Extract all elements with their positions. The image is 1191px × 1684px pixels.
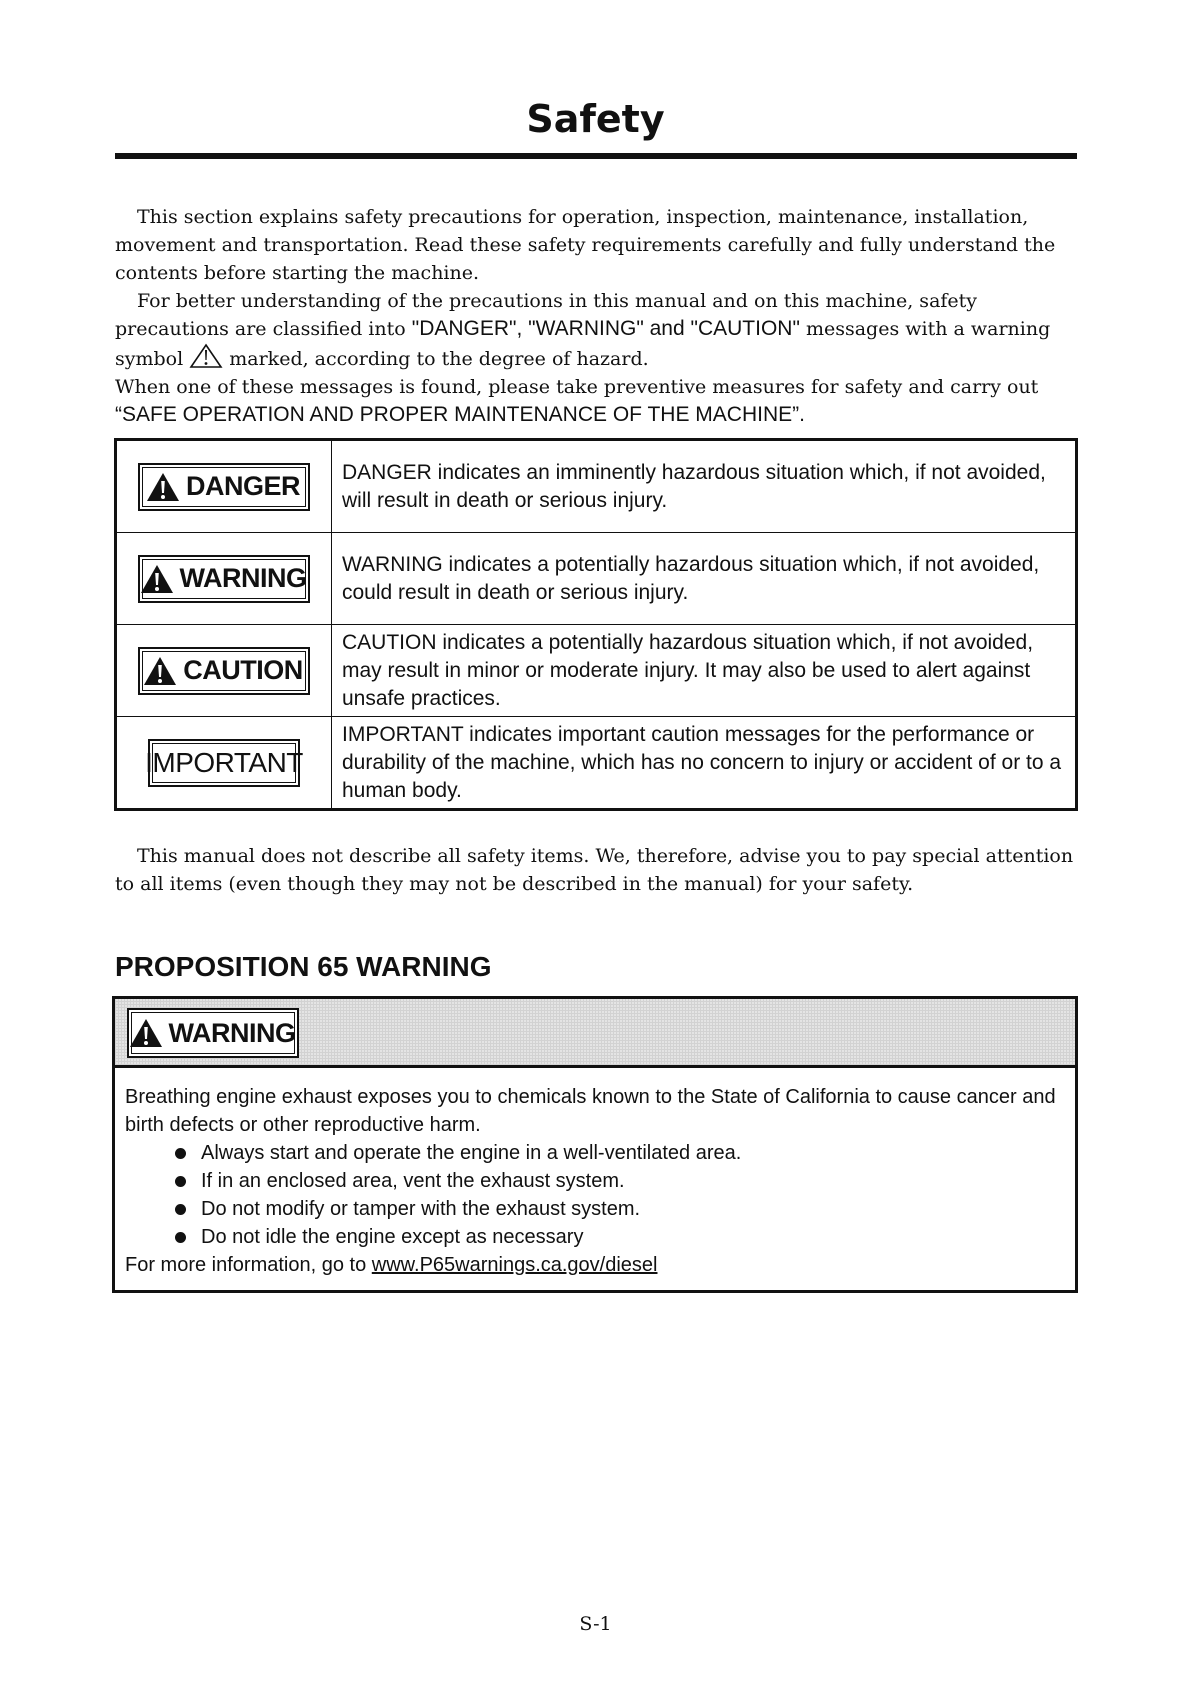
intro-p2-text-c: messages with a warning symbol: [115, 318, 1051, 370]
warning-label-text: WARNING: [179, 563, 307, 593]
warning-header-band: [115, 999, 1075, 1068]
signal-word-definitions-table: [114, 438, 1078, 811]
warning-body: [125, 1083, 1067, 1279]
page-number: S-1: [579, 1613, 612, 1635]
safety-advice-paragraph: This manual does not describe all safety items. We, therefore, advise you to pay special attention to all items (even though they may not be described in the manual) for your safety.: [115, 845, 1074, 895]
intro-paragraph-3: [115, 373, 1077, 429]
caution-label: [138, 647, 310, 695]
list-item: [125, 1139, 1067, 1167]
warning-label: [138, 555, 310, 603]
bullet-icon: [175, 1148, 186, 1159]
intro-p2-text-a: For better understanding of the precautions in this manual and on this machine, safety precautions are classified into: [115, 290, 978, 340]
intro-section: [115, 203, 1077, 429]
prop-warning-label: [127, 1008, 299, 1058]
important-description: IMPORTANT indicates important caution messages for the performance or durability of the machine, which has no concern to injury or accident of or to a human body.: [332, 717, 1077, 810]
bullet-icon: [175, 1204, 186, 1215]
list-item-text: Do not modify or tamper with the exhaust system.: [201, 1198, 641, 1220]
important-label-text: IMPORTANT: [145, 746, 303, 778]
danger-description: DANGER indicates an imminently hazardous situation which, if not avoided, will result in death or serious injury.: [332, 440, 1077, 533]
more-info-prefix: For more information, go to: [125, 1254, 372, 1276]
definition-label-cell: [116, 717, 332, 810]
intro-p3-text-a: When one of these messages is found, please take preventive measures for safety and carry out: [115, 376, 1039, 398]
danger-label: [138, 463, 310, 511]
definition-label-cell: [116, 533, 332, 625]
precaution-list: [125, 1139, 1067, 1251]
bullet-icon: [175, 1232, 186, 1243]
prop-warning-label-text: WARNING: [168, 1017, 296, 1048]
more-info-line: [125, 1251, 1067, 1279]
intro-paragraph-2: [115, 287, 1077, 373]
definition-label-cell: [116, 625, 332, 717]
danger-label-text: DANGER: [186, 471, 301, 501]
warning-statement: Breathing engine exhaust exposes you to chemicals known to the State of California to cause cancer and birth defects or other reproductive harm.: [125, 1086, 1056, 1136]
definition-row-danger: [116, 440, 1077, 533]
list-item: [125, 1195, 1067, 1223]
proposition-65-heading: PROPOSITION 65 WARNING: [115, 951, 492, 982]
important-label: [145, 739, 303, 787]
title-rule: [115, 153, 1077, 159]
p65-warnings-link[interactable]: www.P65warnings.ca.gov/diesel: [371, 1254, 658, 1276]
list-item-text: If in an enclosed area, vent the exhaust system.: [201, 1170, 625, 1192]
warning-triangle-icon: [129, 1018, 163, 1048]
list-item: [125, 1223, 1067, 1251]
definition-label-cell: [116, 440, 332, 533]
safety-advice: [115, 842, 1077, 898]
list-item-text: Do not idle the engine except as necessary: [201, 1226, 584, 1248]
warning-description: WARNING indicates a potentially hazardous situation which, if not avoided, could result in death or serious injury.: [332, 533, 1077, 625]
caution-description: CAUTION indicates a potentially hazardous situation which, if not avoided, may result in minor or moderate injury. It may also be used to alert against unsafe practices.: [332, 625, 1077, 717]
list-item: [125, 1167, 1067, 1195]
warning-triangle-icon: [143, 656, 177, 686]
warning-triangle-icon: [146, 472, 180, 502]
page-title: Safety: [526, 97, 665, 141]
intro-p3-emphasis: “SAFE OPERATION AND PROPER MAINTENANCE OF THE MACHINE”.: [115, 403, 805, 426]
intro-paragraph-1: This section explains safety precautions for operation, inspection, maintenance, installation, movement and transportation. Read these safety requirements carefully and fully understand the contents before starting the machine.: [115, 206, 1056, 284]
intro-p2-signal-words: "DANGER", "WARNING" and "CAUTION": [411, 317, 800, 340]
list-item-text: Always start and operate the engine in a well-ventilated area.: [201, 1142, 742, 1164]
definition-row-important: [116, 717, 1077, 810]
proposition-65-warning-box: [112, 996, 1078, 1293]
warning-triangle-icon: [140, 564, 174, 594]
intro-p2-text-d: marked, according to the degree of hazard.: [223, 348, 649, 370]
definition-row-warning: [116, 533, 1077, 625]
caution-label-text: CAUTION: [183, 655, 303, 685]
warning-symbol-icon: [189, 343, 223, 369]
bullet-icon: [175, 1176, 186, 1187]
definition-row-caution: [116, 625, 1077, 717]
